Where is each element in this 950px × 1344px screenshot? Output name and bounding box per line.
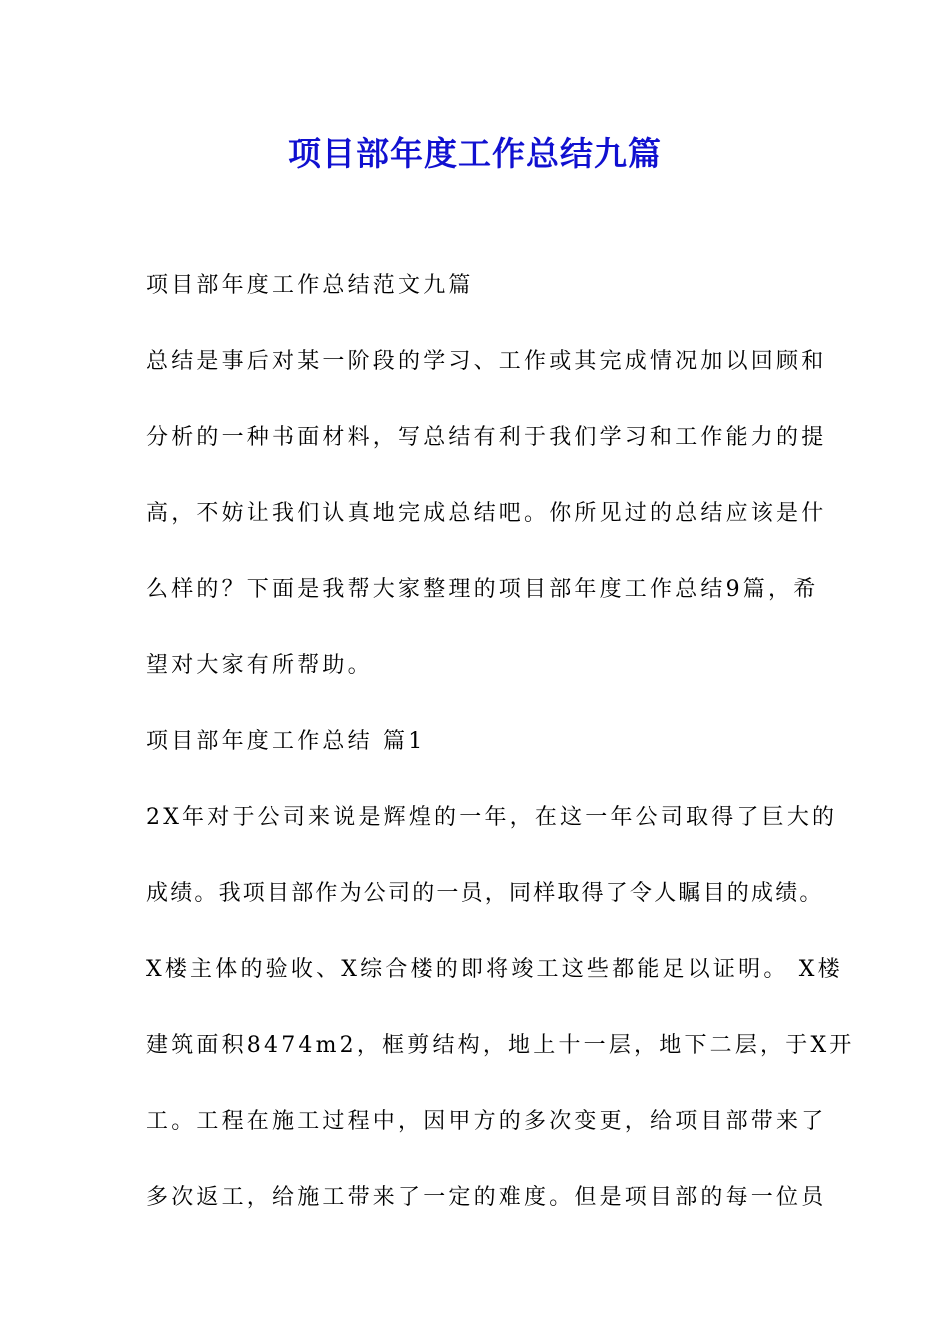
paragraph-line: 工。工程在施工过程中，因甲方的多次变更，给项目部带来了 (146, 1109, 827, 1134)
paragraph-line: 成绩。我项目部作为公司的一员，同样取得了令人瞩目的成绩。 (146, 881, 824, 906)
document-body (146, 266, 855, 1254)
paragraph-line: 2X年对于公司来说是辉煌的一年，在这一年公司取得了巨大的 (146, 805, 838, 830)
subtitle-line: 项目部年度工作总结范文九篇 (146, 273, 474, 298)
paragraph-line: 建筑面积8474m2，框剪结构，地上十一层，地下二层，于X开 (146, 1033, 855, 1058)
paragraph-line: 分析的一种书面材料，写总结有利于我们学习和工作能力的提 (146, 425, 827, 450)
paragraph-line: 多次返工，给施工带来了一定的难度。但是项目部的每一位员 (146, 1185, 827, 1210)
paragraph-line: 总结是事后对某一阶段的学习、工作或其完成情况加以回顾和 (146, 349, 827, 374)
paragraph-line: 高，不妨让我们认真地完成总结吧。你所见过的总结应该是什 (146, 501, 827, 526)
section-heading: 项目部年度工作总结 篇1 (146, 729, 426, 754)
paragraph-line: 么样的？下面是我帮大家整理的项目部年度工作总结9篇，希 (146, 577, 819, 602)
document-title: 项目部年度工作总结九篇 (288, 134, 662, 173)
paragraph-line: X楼主体的验收、X综合楼的即将竣工这些都能足以证明。 X楼 (146, 957, 843, 982)
paragraph-line: 望对大家有所帮助。 (146, 653, 373, 678)
